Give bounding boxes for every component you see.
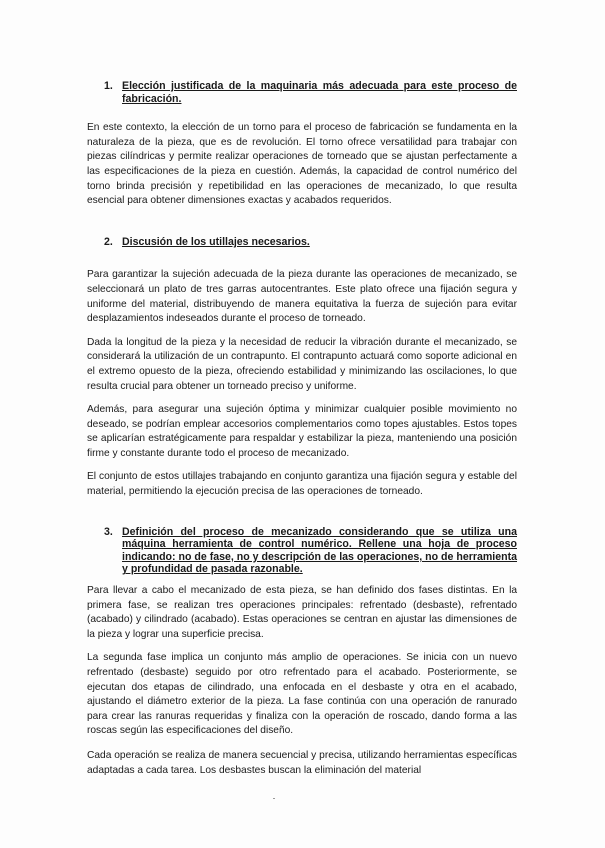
section-heading-1 xyxy=(87,80,517,105)
paragraph: Para garantizar la sujeción adecuada de la pieza durante las operaciones de mecanizado, se seleccionará un plato de tres garras autocentrantes. Este plato ofrece una fijación segura y uniforme del material, distribuyendo de manera equitativa la fuerza de sujeción para evitar desplazamientos indeseados durante el proceso de torneado. xyxy=(87,269,517,325)
section-title: Elección justificada de la maquinaria más adecuada para este proceso de fabricación. xyxy=(122,80,517,105)
paragraph: Para llevar a cabo el mecanizado de esta pieza, se han definido dos fases distintas. En la primera fase, se realizan tres operaciones principales: refrentado (desbaste), refrentado (acabado) y cilindrado (acabado). Estas operaciones se centran en ajustar las dimensiones de la pieza y lograr una superficie precisa. xyxy=(87,585,517,640)
section-number: 1. xyxy=(104,80,113,92)
paragraph: La segunda fase implica un conjunto más amplio de operaciones. Se inicia con un nuevo refrentado (desbaste) seguido por otro refrentado para el acabado. Posteriormente, se ejecutan dos etapas de cilindrado, una enfocada en el desbaste y otra en el acabado, ajustando el diámetro exterior de la pieza. La fase continúa con una operación de ranurado para crear las ranuras requeridas y finaliza con la operación de roscado, dando forma a las roscas según las especificaciones del diseño. xyxy=(87,652,517,737)
paragraph: En este contexto, la elección de un torno para el proceso de fabricación se fundamenta en la naturaleza de la pieza, que es de revolución. El torno ofrece versatilidad para trabajar con piezas cilíndricas y permite realizar operaciones de torneado que se ajustan perfectamente a las especificaciones de la pieza en cuestión. Además, la capacidad de control numérico del torno brinda precisión y repetibilidad en las operaciones de mecanizado, lo que resulta esencial para obtener dimensiones exactas y acabados requeridos. xyxy=(87,122,517,207)
paragraph: El conjunto de estos utillajes trabajando en conjunto garantiza una fijación segura y estable del material, permitiendo la ejecución precisa de las operaciones de torneado. xyxy=(87,471,517,498)
paragraph: Cada operación se realiza de manera secuencial y precisa, utilizando herramientas específicas adaptadas a cada tarea. Los desbastes buscan la eliminación del material xyxy=(87,749,517,776)
section-heading-2 xyxy=(87,236,517,249)
section-number: 3. xyxy=(104,525,113,538)
document-body xyxy=(87,80,517,778)
section-title: Definición del proceso de mecanizado considerando que se utiliza una máquina herramienta de control numérico. Rellene una hoja de proceso indicando: no de fase, no y descripción de las operaciones, no de herramienta y profundidad de pasada razonable. xyxy=(122,525,518,576)
page-footer-mark xyxy=(273,798,275,799)
section-title: Discusión de los utillajes necesarios. xyxy=(122,235,310,248)
paragraph: Dada la longitud de la pieza y la necesidad de reducir la vibración durante el mecanizado, se considerará la utilización de un contrapunto. El contrapunto actuará como soporte adicional en el extremo opuesto de la pieza, ofreciendo estabilidad y minimizando las oscilaciones, lo que resulta crucial para obtener un torneado preciso y uniforme. xyxy=(87,336,517,392)
paragraph: Además, para asegurar una sujeción óptima y minimizar cualquier posible movimiento no deseado, se podrían emplear accesorios complementarios como topes ajustables. Estos topes se aplicarían estratégicamente para respaldar y estabilizar la pieza, manteniendo una posición firme y constante durante todo el proceso de mecanizado. xyxy=(87,404,517,459)
section-number: 2. xyxy=(104,235,113,248)
section-heading-3 xyxy=(87,526,517,576)
